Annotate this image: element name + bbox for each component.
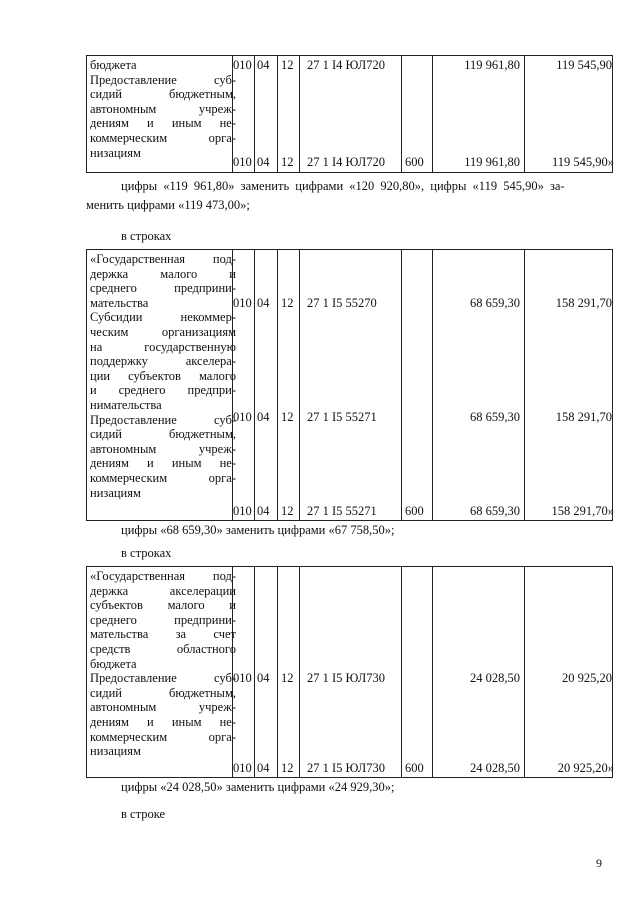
- budget-table-1: [86, 55, 613, 173]
- column-divider: [254, 567, 255, 777]
- description-line: «Государственная под-: [90, 252, 236, 266]
- description-line: мательства: [90, 295, 149, 310]
- column-divider: [299, 56, 300, 172]
- cell-rz: 04: [257, 296, 270, 310]
- column-divider: [254, 56, 255, 172]
- description-line: нимательства: [90, 397, 162, 412]
- cell-sum-2: 158 291,70: [555, 410, 612, 424]
- description-line: автономным учреж-: [90, 700, 236, 715]
- section-label: в строках: [121, 229, 172, 243]
- cell-rz: 04: [257, 155, 270, 169]
- cell-sum-2: 119 545,90»: [551, 155, 614, 169]
- description-line: автономным учреж-: [90, 101, 236, 116]
- description-line: ческим организациям: [90, 324, 236, 339]
- budget-table-2: [86, 249, 613, 521]
- description-line: дениям и иным не-: [90, 116, 236, 131]
- cell-sum-1: 68 659,30: [470, 410, 520, 424]
- cell-gr: 010: [233, 155, 252, 169]
- description-line: бюджета: [90, 656, 137, 671]
- description-line: коммерческим орга-: [90, 470, 236, 485]
- cell-csr: 27 1 I5 ЮЛ730: [307, 761, 385, 775]
- description-line: держка малого и: [90, 266, 236, 281]
- cell-gr: 010: [233, 761, 252, 775]
- description-line: сидий бюджетным,: [90, 87, 236, 102]
- cell-sum-1: 24 028,50: [470, 671, 520, 685]
- description-line: коммерческим орга-: [90, 130, 236, 145]
- cell-sum-1: 119 961,80: [464, 155, 520, 169]
- cell-gr: 010: [233, 296, 252, 310]
- cell-pr: 12: [281, 296, 294, 310]
- description-line: «Государственная под-: [90, 569, 236, 583]
- cell-vr: 600: [405, 155, 424, 169]
- table-description: [90, 58, 236, 160]
- cell-gr: 010: [233, 671, 252, 685]
- cell-gr: 010: [233, 58, 252, 72]
- column-divider: [401, 56, 402, 172]
- description-line: автономным учреж-: [90, 441, 236, 456]
- description-line: дениям и иным не-: [90, 714, 236, 729]
- cell-pr: 12: [281, 761, 294, 775]
- cell-csr: 27 1 I4 ЮЛ720: [307, 155, 385, 169]
- cell-sum-2: 158 291,70: [555, 296, 612, 310]
- description-line: низациям: [90, 485, 141, 500]
- cell-sum-1: 68 659,30: [470, 296, 520, 310]
- column-divider: [277, 250, 278, 520]
- cell-sum-1: 119 961,80: [464, 58, 520, 72]
- cell-csr: 27 1 I5 55271: [307, 410, 377, 424]
- amendment-text: менить цифрами «119 473,00»;: [86, 198, 250, 212]
- cell-pr: 12: [281, 504, 294, 518]
- cell-pr: 12: [281, 155, 294, 169]
- cell-vr: 600: [405, 504, 424, 518]
- column-divider: [299, 567, 300, 777]
- cell-rz: 04: [257, 504, 270, 518]
- cell-pr: 12: [281, 58, 294, 72]
- description-line: среднего предприни-: [90, 281, 236, 296]
- description-line: Предоставление суб-: [90, 72, 236, 87]
- cell-sum-1: 24 028,50: [470, 761, 520, 775]
- table-description: [90, 569, 236, 759]
- column-divider: [277, 567, 278, 777]
- cell-rz: 04: [257, 410, 270, 424]
- cell-rz: 04: [257, 761, 270, 775]
- description-line: на государственную: [90, 339, 236, 354]
- cell-sum-2: 119 545,90: [556, 58, 612, 72]
- cell-csr: 27 1 I5 55271: [307, 504, 377, 518]
- cell-gr: 010: [233, 504, 252, 518]
- amendment-text: цифры «24 028,50» заменить цифрами «24 929,30»;: [121, 780, 395, 794]
- description-line: сидий бюджетным,: [90, 427, 236, 442]
- description-line: держка акселерации: [90, 583, 236, 598]
- description-line: Предоставление суб-: [90, 671, 236, 686]
- amendment-text: цифры «119 961,80» заменить цифрами «120 920,80», цифры «119 545,90» за-: [121, 179, 565, 193]
- column-divider: [277, 56, 278, 172]
- column-divider: [401, 567, 402, 777]
- section-label: в строках: [121, 546, 172, 560]
- budget-table-3: [86, 566, 613, 778]
- cell-csr: 27 1 I5 ЮЛ730: [307, 671, 385, 685]
- column-divider: [524, 250, 525, 520]
- description-line: низациям: [90, 145, 141, 160]
- table-description: [90, 252, 236, 500]
- column-divider: [401, 250, 402, 520]
- cell-gr: 010: [233, 410, 252, 424]
- description-line: дениям и иным не-: [90, 456, 236, 471]
- description-line: низациям: [90, 744, 141, 759]
- cell-sum-1: 68 659,30: [470, 504, 520, 518]
- description-line: Предоставление суб-: [90, 412, 236, 427]
- cell-sum-2: 20 925,20»: [557, 761, 614, 775]
- cell-pr: 12: [281, 671, 294, 685]
- page-number: 9: [596, 856, 602, 870]
- description-line: поддержку акселера-: [90, 354, 236, 369]
- cell-sum-2: 20 925,20: [562, 671, 612, 685]
- cell-pr: 12: [281, 410, 294, 424]
- column-divider: [432, 250, 433, 520]
- description-line: сидий бюджетным,: [90, 685, 236, 700]
- cell-rz: 04: [257, 58, 270, 72]
- column-divider: [254, 250, 255, 520]
- description-line: среднего предприни-: [90, 612, 236, 627]
- description-line: субъектов малого и: [90, 598, 236, 613]
- cell-csr: 27 1 I4 ЮЛ720: [307, 58, 385, 72]
- description-line: и среднего предпри-: [90, 383, 236, 398]
- column-divider: [299, 250, 300, 520]
- description-line: бюджета: [90, 58, 137, 72]
- description-line: Субсидии некоммер-: [90, 310, 236, 325]
- description-line: средств областного: [90, 641, 236, 656]
- description-line: коммерческим орга-: [90, 729, 236, 744]
- description-line: мательства за счет: [90, 627, 236, 642]
- amendment-text: цифры «68 659,30» заменить цифрами «67 758,50»;: [121, 523, 395, 537]
- cell-vr: 600: [405, 761, 424, 775]
- description-line: ции субъектов малого: [90, 368, 236, 383]
- cell-rz: 04: [257, 671, 270, 685]
- section-label: в строке: [121, 807, 166, 821]
- cell-csr: 27 1 I5 55270: [307, 296, 377, 310]
- cell-sum-2: 158 291,70»: [551, 504, 614, 518]
